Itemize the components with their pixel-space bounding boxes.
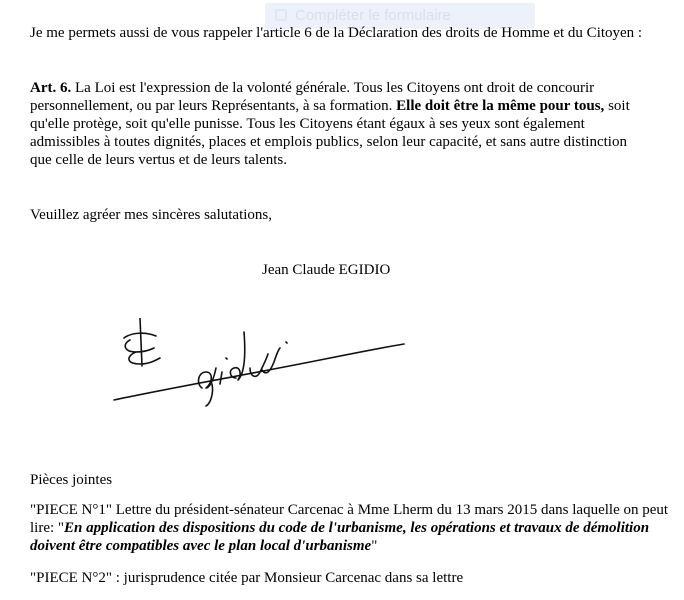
piece-1-close: " [371,538,378,554]
signature-image [110,318,410,408]
attachment-piece-1 [30,501,670,555]
piece-1-quote: En application des dispositions du code de l'urbanisme, les opérations et travaux de démolition doivent être compatibles avec le plan local d'urbanisme [30,520,650,554]
fill-form-button-label: Compléter le formulaire [295,7,451,24]
article-6-paragraph [30,79,650,169]
salutation: Veuillez agréer mes sincères salutations, [30,207,272,223]
article-text-2: soit qu'elle protège, soit qu'elle punisse. Tous les Citoyens étant égaux à ses yeux sont également admissibles à toutes dignités, places et emplois publics, selon leur capacité, et sans autre distinction que celle de leurs vertus et de leurs talents. [30,98,630,168]
edit-icon [275,9,287,21]
piece-1-text: Lettre du président-sénateur Carcenac à Mme Lherm du 13 mars 2015 dans laquelle on peut lire: " [30,502,669,536]
piece-2-text: : jurisprudence citée par Monsieur Carcenac dans sa lettre [112,570,464,586]
intro-paragraph: Je me permets aussi de vous rappeler l'article 6 de la Déclaration des droits de Homme et du Citoyen : [30,25,643,41]
attachments-title: Pièces jointes [30,472,113,488]
piece-1-label: "PIECE N°1" [30,502,112,518]
author-name: Jean Claude EGIDIO [262,262,391,278]
attachment-piece-2 [30,569,650,587]
article-text-1: La Loi est l'expression de la volonté générale. Tous les Citoyens ont droit de concourir personnellement, ou par leurs Représentants, à sa formation. [30,80,595,114]
article-bold-text: Elle doit être la même pour tous, [396,98,605,114]
piece-2-label: "PIECE N°2" [30,570,112,586]
article-number: Art. 6. [30,80,72,96]
